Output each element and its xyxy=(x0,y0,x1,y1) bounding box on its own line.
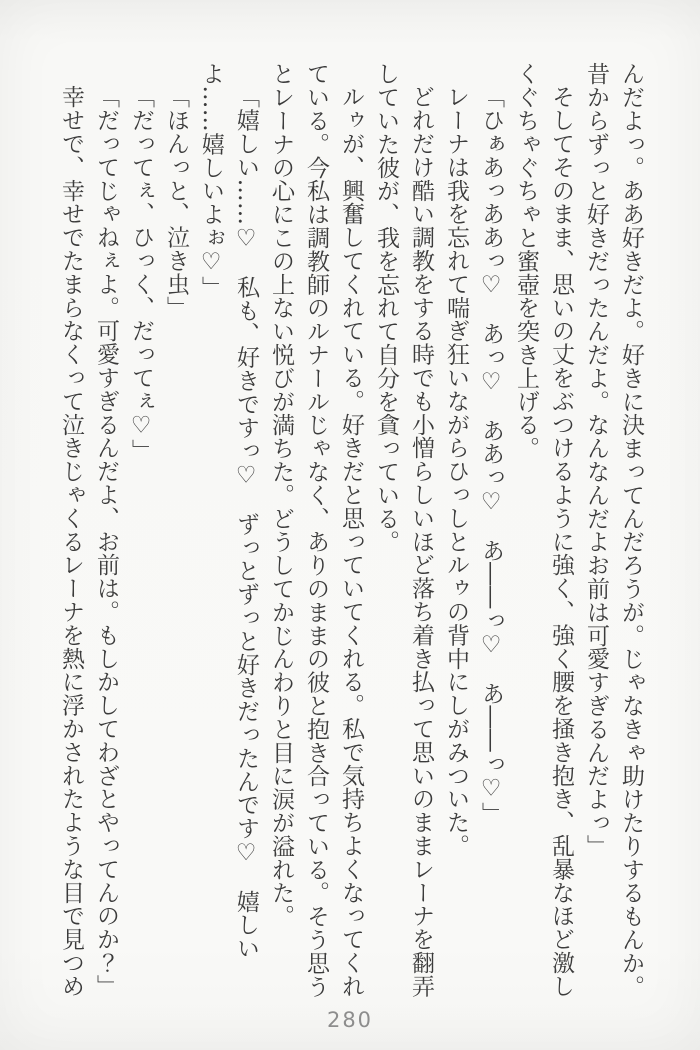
paragraph-dialogue: 「だってぇ、ひっく、だってぇ♡」 xyxy=(128,85,154,463)
paragraph-dialogue: 「ひぁあっああっ♡ あっ♡ ああっ♡ あ――っ♡ あ――っ♡」 xyxy=(478,85,504,826)
paragraph: 幸せで、幸せでたまらなくって泣きじゃくるレーナを熱に浮かされたような目で見つめ xyxy=(58,85,84,998)
paragraph-dialogue: 「だってじゃねぇよ。可愛すぎるんだよ、お前は。もしかしてわざとやってんのか？」 xyxy=(93,85,119,998)
paragraph: んだよっ。ああ好きだよ。好きに決まってんだろうが。じゃなきゃ助けたりするもんか。昔からずっと好きだったんだよ。なんなんだよお前は可愛すぎるんだよっ」 xyxy=(583,62,644,998)
paragraph-dialogue: 「ほんっと、泣き虫」 xyxy=(163,85,189,319)
page-number: 280 xyxy=(326,1008,374,1032)
paragraph: そしてそのまま、思いの丈をぶつけるように強く、強く腰を掻き抱き、乱暴なほど激しくぐちゃぐちゃと蜜壺を突き上げる。 xyxy=(513,62,574,998)
paragraph: レーナは我を忘れて喘ぎ狂いながらひっしとルゥの背中にしがみついた。 xyxy=(443,85,469,858)
paragraph: ルゥが、興奮してくれている。好きだと思っていてくれる。私で気持ちよくなってくれている。今私は調教師のルナールじゃなく、ありのままの彼と抱き合っている。そう思うとレーナの心にこの上ない悦びが満ちた。どうしてかじんわりと目に涙が溢れた。 xyxy=(268,62,364,998)
page-text-area xyxy=(53,62,648,1002)
paragraph: どれだけ酷い調教をする時でも小憎らしいほど落ち着き払って思いのままレーナを翻弄していた彼が、我を忘れて自分を貪っている。 xyxy=(373,62,434,998)
paragraph-dialogue: 「嬉しい……♡ 私も、好きですっ♡ ずっとずっと好きだったんです♡ 嬉しいよ……嬉しいよぉ♡」 xyxy=(198,62,259,960)
